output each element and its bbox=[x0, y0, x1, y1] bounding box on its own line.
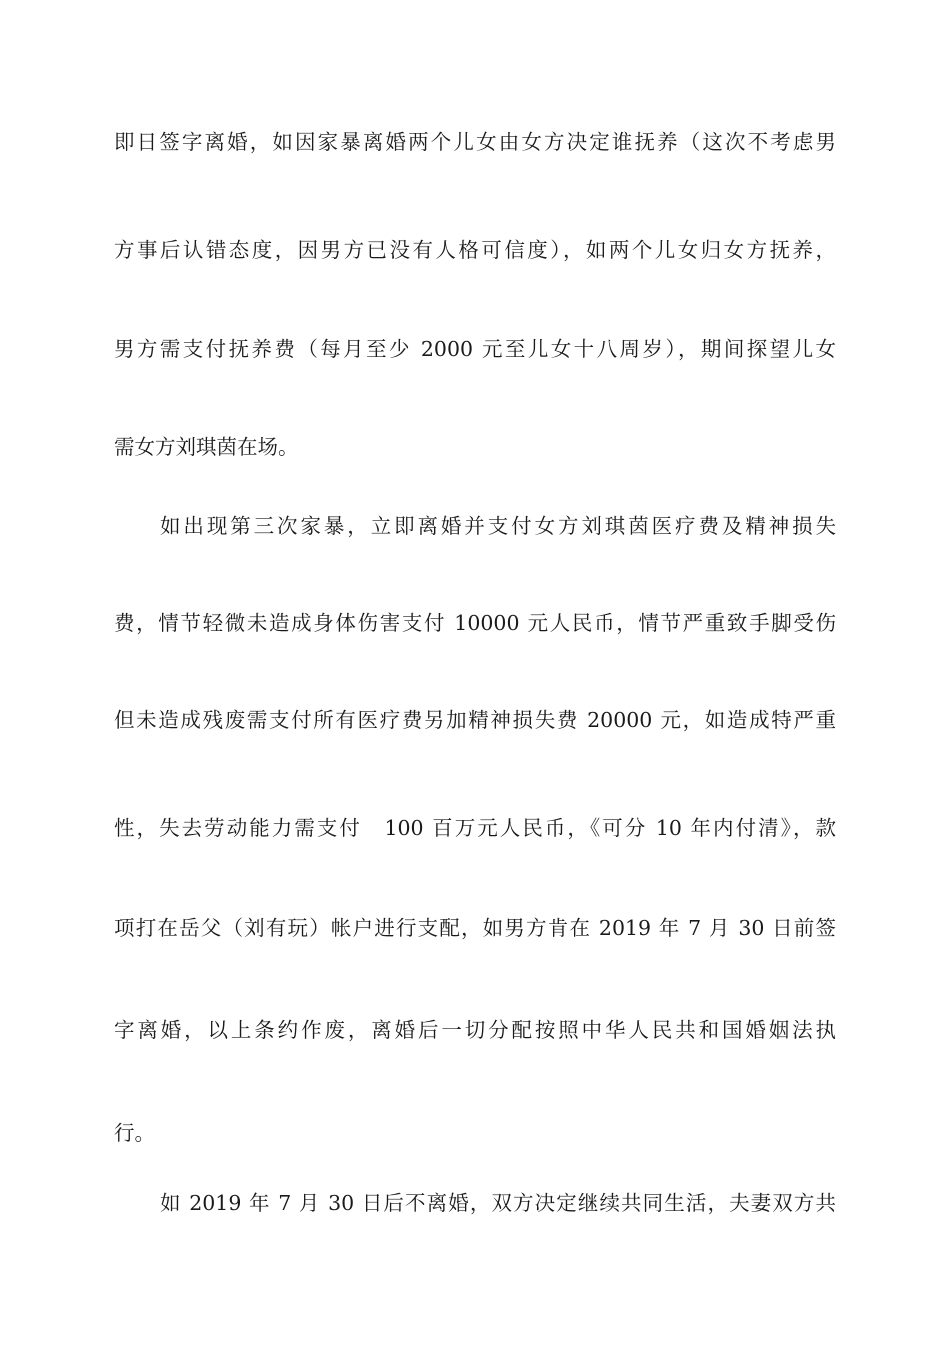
text-line: 如出现第三次家暴，立即离婚并支付女方刘琪茵医疗费及精神损失 bbox=[160, 514, 836, 538]
text-line: 方事后认错态度，因男方已没有人格可信度），如两个儿女归女方抚养， bbox=[114, 238, 836, 262]
text-line: 即日签字离婚，如因家暴离婚两个儿女由女方决定谁抚养（这次不考虑男 bbox=[114, 130, 836, 154]
text-line: 项打在岳父（刘有玩）帐户进行支配，如男方肯在 2019 年 7 月 30 日前签 bbox=[114, 916, 836, 940]
text-line: 需女方刘琪茵在场。 bbox=[114, 435, 299, 459]
text-line: 字离婚，以上条约作废，离婚后一切分配按照中华人民共和国婚姻法执 bbox=[114, 1018, 836, 1042]
text-line: 如 2019 年 7 月 30 日后不离婚，双方决定继续共同生活，夫妻双方共 bbox=[160, 1191, 836, 1215]
text-line: 性，失去劳动能力需支付 100 百万元人民币，《可分 10 年内付清》，款 bbox=[114, 816, 836, 840]
text-line: 男方需支付抚养费（每月至少 2000 元至儿女十八周岁），期间探望儿女 bbox=[114, 337, 836, 361]
text-line: 行。 bbox=[114, 1121, 155, 1145]
text-line: 费，情节轻微未造成身体伤害支付 10000 元人民币，情节严重致手脚受伤 bbox=[114, 611, 836, 635]
text-line: 但未造成残废需支付所有医疗费另加精神损失费 20000 元，如造成特严重 bbox=[114, 708, 836, 732]
